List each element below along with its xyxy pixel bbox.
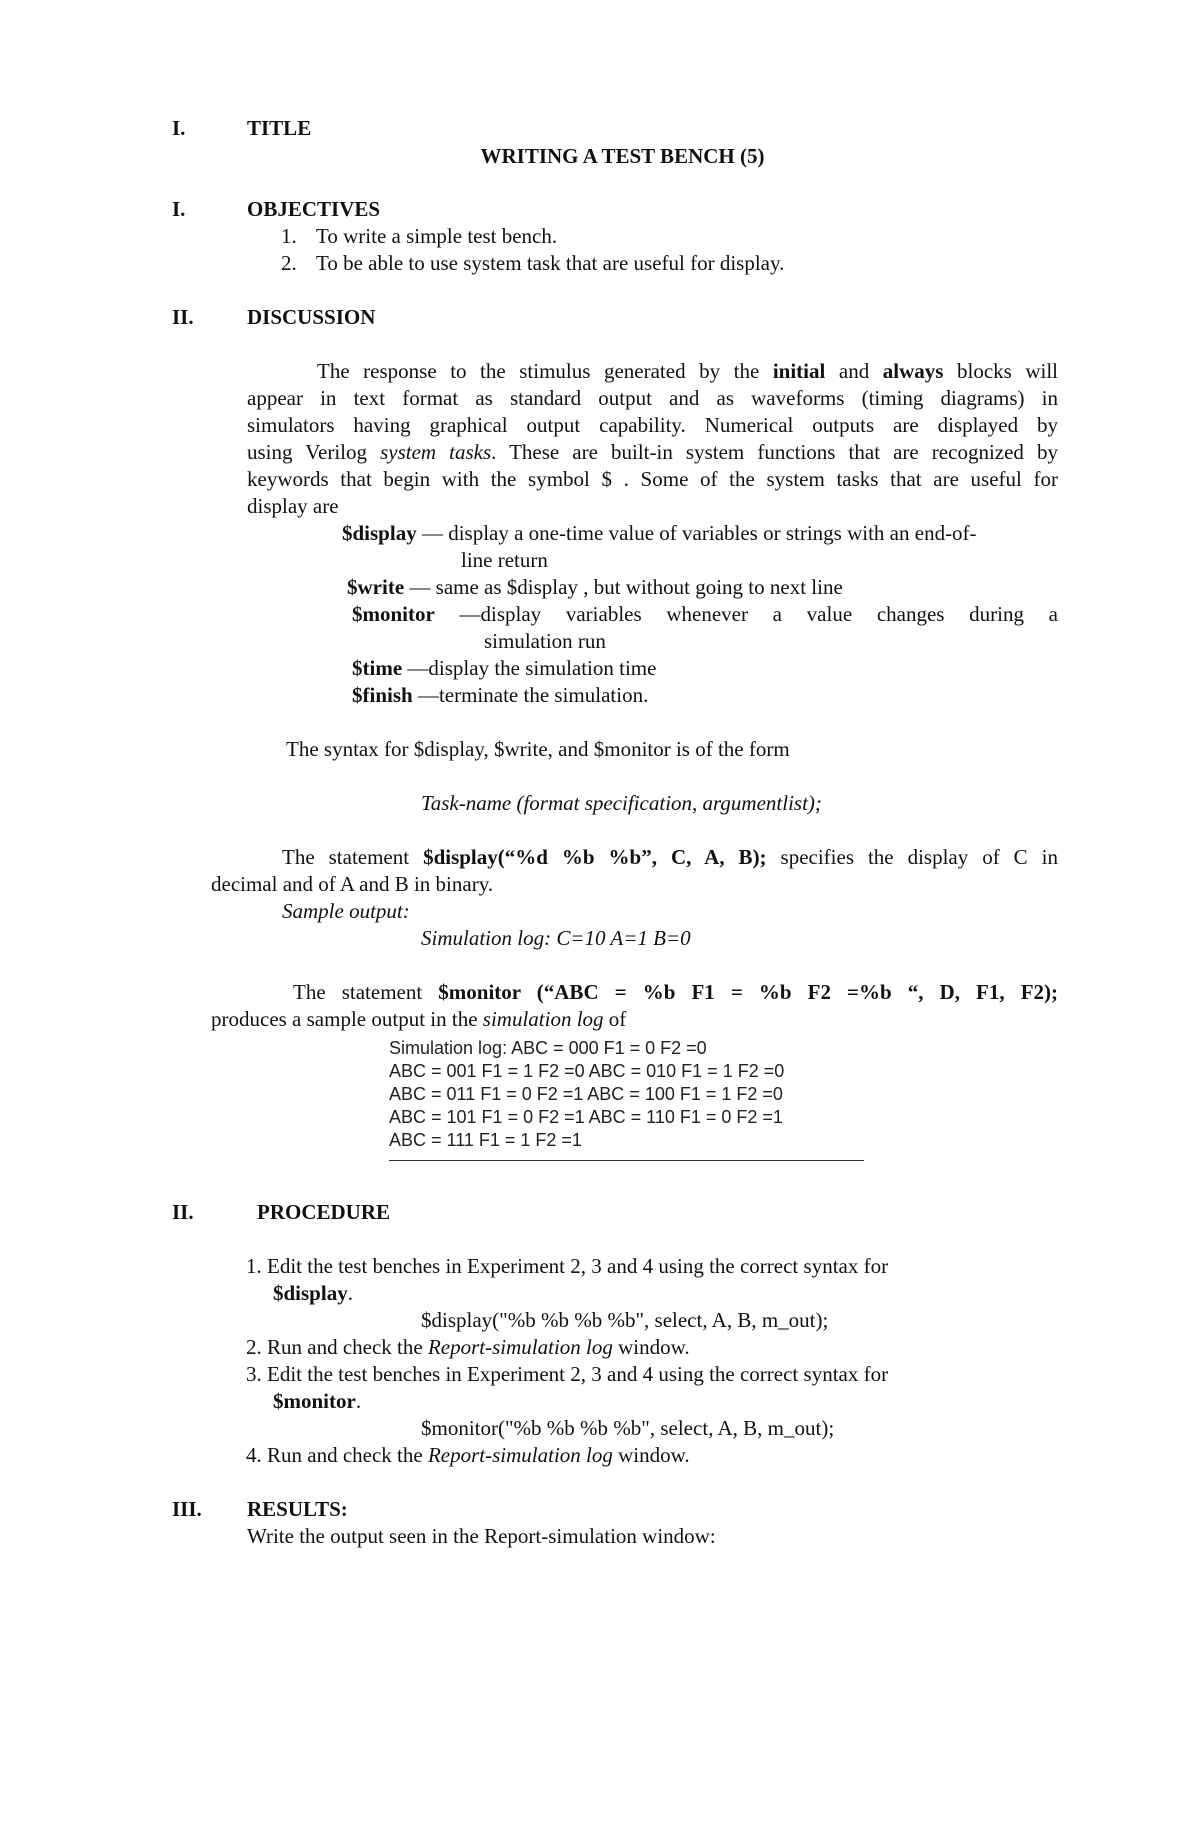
statement-monitor: The statement $monitor (“ABC = %b F1 = %b F2 =%b “, D, F1, F2); (293, 980, 1059, 1004)
document-title: WRITING A TEST BENCH (5) (480, 144, 765, 168)
syntax-form: Task-name (format specification, argumentlist); (421, 791, 822, 815)
simulation-log-line: ABC = 011 F1 = 0 F2 =1 ABC = 100 F1 = 1 F2 =0 (389, 1084, 783, 1104)
discussion-line: simulators having graphical output capability. Numerical outputs are displayed by (247, 413, 1058, 437)
syntax-intro: The syntax for $display, $write, and $monitor is of the form (286, 737, 790, 761)
procedure-step-continued: $monitor. (273, 1389, 362, 1413)
section-number-objectives: I. (172, 197, 186, 221)
procedure-code: $monitor("%b %b %b %b", select, A, B, m_out); (421, 1416, 835, 1440)
discussion-line: using Verilog system tasks. These are built-in system functions that are recognized by (247, 440, 1058, 464)
task-monitor-continued: simulation run (484, 629, 606, 653)
section-heading-results: RESULTS: (247, 1497, 348, 1521)
section-heading-title: TITLE (247, 116, 312, 140)
statement-monitor-continued: produces a sample output in the simulation log of (211, 1007, 627, 1031)
procedure-step: 1. Edit the test benches in Experiment 2, 3 and 4 using the correct syntax for (246, 1254, 889, 1278)
simulation-log-line: ABC = 111 F1 = 1 F2 =1 (389, 1130, 582, 1150)
statement-display-continued: decimal and of A and B in binary. (211, 872, 494, 896)
discussion-line: display are (247, 494, 339, 518)
discussion-line: appear in text format as standard output and as waveforms (timing diagrams) in (247, 386, 1058, 410)
simulation-log-line: ABC = 001 F1 = 1 F2 =0 ABC = 010 F1 = 1 F2 =0 (389, 1061, 785, 1081)
section-heading-objectives: OBJECTIVES (247, 197, 381, 221)
figure-rule (389, 1160, 864, 1161)
objective-number: 2. (281, 251, 297, 275)
task-display: $display — display a one-time value of variables or strings with an end-of- (342, 521, 977, 545)
objective-number: 1. (281, 224, 297, 248)
task-time: $time —display the simulation time (352, 656, 657, 680)
task-monitor: $monitor —display variables whenever a value changes during a (352, 602, 1058, 626)
section-number-discussion: II. (172, 305, 194, 329)
simulation-log-line: ABC = 101 F1 = 0 F2 =1 ABC = 110 F1 = 0 F2 =1 (389, 1107, 783, 1127)
procedure-step: 4. Run and check the Report-simulation log window. (246, 1443, 690, 1467)
task-display-continued: line return (461, 548, 548, 572)
procedure-step: 2. Run and check the Report-simulation log window. (246, 1335, 690, 1359)
simulation-log-line: Simulation log: ABC = 000 F1 = 0 F2 =0 (389, 1038, 707, 1058)
task-write: $write — same as $display , but without going to next line (347, 575, 843, 599)
section-number-results: III. (172, 1497, 202, 1521)
discussion-line: The response to the stimulus generated by the initial and always blocks will (317, 359, 1059, 383)
procedure-code: $display("%b %b %b %b", select, A, B, m_out); (421, 1308, 829, 1332)
objective-item: To be able to use system task that are useful for display. (316, 251, 785, 275)
objective-item: To write a simple test bench. (316, 224, 558, 248)
section-number-procedure: II. (172, 1200, 194, 1224)
results-instruction: Write the output seen in the Report-simulation window: (247, 1524, 716, 1548)
section-heading-procedure: PROCEDURE (257, 1200, 391, 1224)
section-number-title: I. (172, 116, 186, 140)
section-heading-discussion: DISCUSSION (247, 305, 376, 329)
sample-output-label: Sample output: (282, 899, 410, 923)
statement-display: The statement $display(“%d %b %b”, C, A, B); specifies the display of C in (282, 845, 1058, 869)
procedure-step: 3. Edit the test benches in Experiment 2, 3 and 4 using the correct syntax for (246, 1362, 889, 1386)
task-finish: $finish —terminate the simulation. (352, 683, 649, 707)
discussion-line: keywords that begin with the symbol $ . Some of the system tasks that are useful for (247, 467, 1058, 491)
sample-output-value: Simulation log: C=10 A=1 B=0 (421, 926, 691, 950)
procedure-step-continued: $display. (273, 1281, 353, 1305)
